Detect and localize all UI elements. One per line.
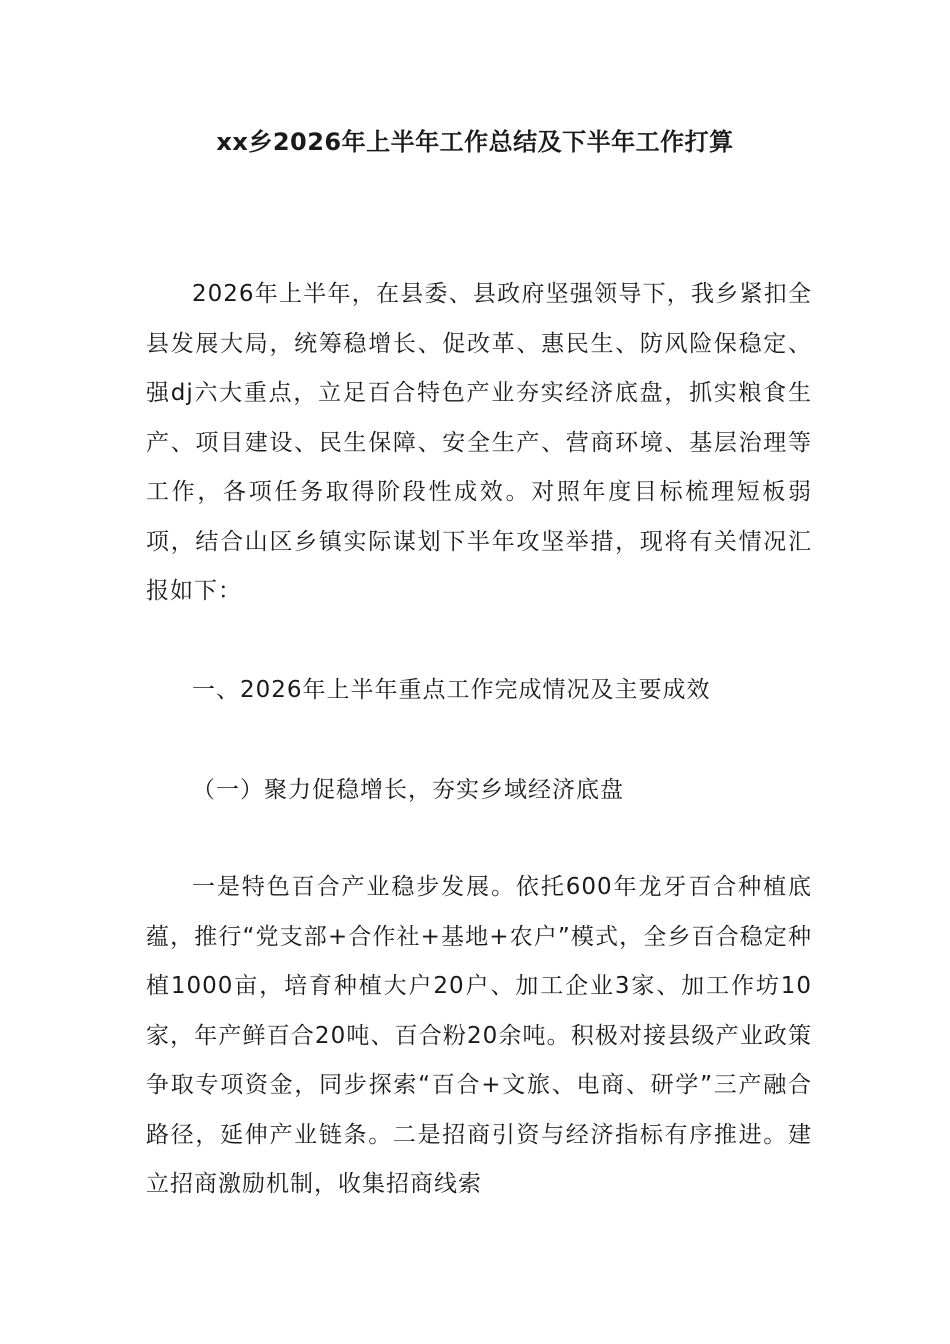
body-paragraph: 一是特色百合产业稳步发展。依托600年龙牙百合种植底蕴，推行“党支部+合作社+基地+农户”模式，全乡百合稳定种植1000亩，培育种植大户20户、加工企业3家、加工作坊10家，年产鲜百合20吨、百合粉20余吨。积极对接县级产业政策争取专项资金，同步探索“百合+文旅、电商、研学”三产融合路径，延伸产业链条。二是招商引资与经济指标有序推进。建立招商激励机制，收集招商线索 bbox=[146, 874, 812, 1197]
document-title: xx乡2026年上半年工作总结及下半年工作打算 bbox=[216, 128, 734, 156]
subsection-heading: （一）聚力促稳增长，夯实乡域经济底盘 bbox=[192, 777, 624, 803]
intro-paragraph: 2026年上半年，在县委、县政府坚强领导下，我乡紧扣全县发展大局，统筹稳增长、促改革、惠民生、防风险保稳定、强dj六大重点，立足百合特色产业夯实经济底盘，抓实粮食生产、项目建设、民生保障、安全生产、营商环境、基层治理等工作，各项任务取得阶段性成效。对照年度目标梳理短板弱项，结合山区乡镇实际谋划下半年攻坚举措，现将有关情况汇报如下： bbox=[146, 281, 812, 604]
section-heading: 一、2026年上半年重点工作完成情况及主要成效 bbox=[192, 677, 711, 703]
